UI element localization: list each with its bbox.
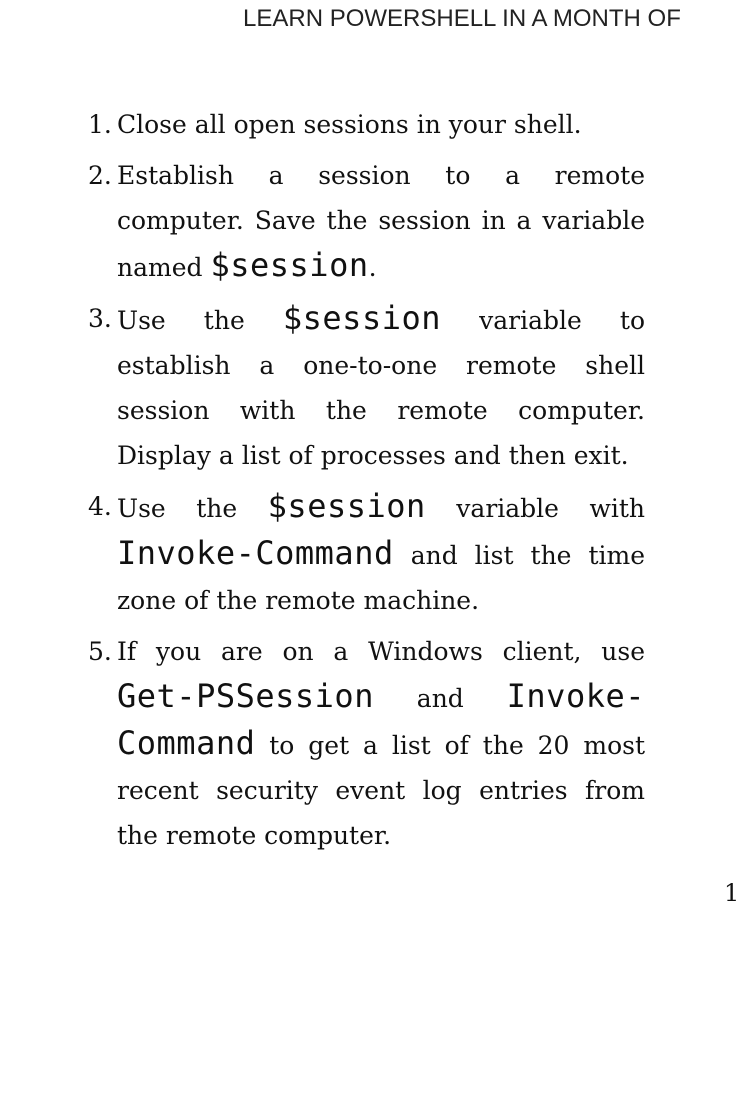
- page-edge-number: 1: [724, 879, 739, 907]
- text-segment: and list the time zone of the remote machine.: [117, 541, 645, 615]
- text-segment: and: [373, 684, 507, 713]
- exercise-item-1: [88, 102, 645, 147]
- text-segment: If you are on a Windows client, use: [117, 637, 645, 666]
- text-segment: to get a list of the 20 most recent security event log entries from the remote computer.: [117, 731, 645, 850]
- code-cmdlet-get-pssession: Get-PSSession: [117, 677, 374, 715]
- text-segment: Establish a session to a remote computer. Save the session in a variable named: [117, 161, 645, 282]
- exercise-number: 2.: [88, 161, 112, 190]
- exercise-number: 1.: [88, 110, 112, 139]
- exercise-item-5: [88, 629, 645, 858]
- exercise-list: [88, 102, 645, 864]
- code-cmdlet-invoke-command: Invoke-Command: [117, 677, 645, 762]
- exercise-number: 5.: [88, 637, 112, 666]
- exercise-text: [117, 629, 645, 858]
- exercise-text: [117, 153, 645, 290]
- code-variable-session: $session: [210, 246, 369, 284]
- exercise-number: 4.: [88, 492, 112, 521]
- exercise-text: [117, 296, 645, 478]
- text-segment: variable to establish a one-to-one remote shell session with the remote computer. Display a list of processes and then exit.: [117, 306, 646, 470]
- code-variable-session: $session: [282, 299, 441, 337]
- exercise-number: 3.: [88, 304, 112, 333]
- running-header: LEARN POWERSHELL IN A MONTH OF: [243, 5, 681, 32]
- text-segment: Close all open sessions in your shell.: [117, 110, 582, 139]
- code-cmdlet-invoke-command: Invoke-Command: [117, 534, 394, 572]
- exercise-text: [117, 484, 645, 623]
- code-variable-session: $session: [267, 487, 426, 525]
- exercise-item-4: [88, 484, 645, 623]
- text-segment: variable with: [425, 494, 646, 523]
- text-segment: Use the: [117, 494, 268, 523]
- exercise-text: [117, 102, 645, 147]
- text-segment: Use the: [117, 306, 283, 335]
- exercise-item-2: [88, 153, 645, 290]
- text-segment: .: [368, 253, 377, 282]
- exercise-item-3: [88, 296, 645, 478]
